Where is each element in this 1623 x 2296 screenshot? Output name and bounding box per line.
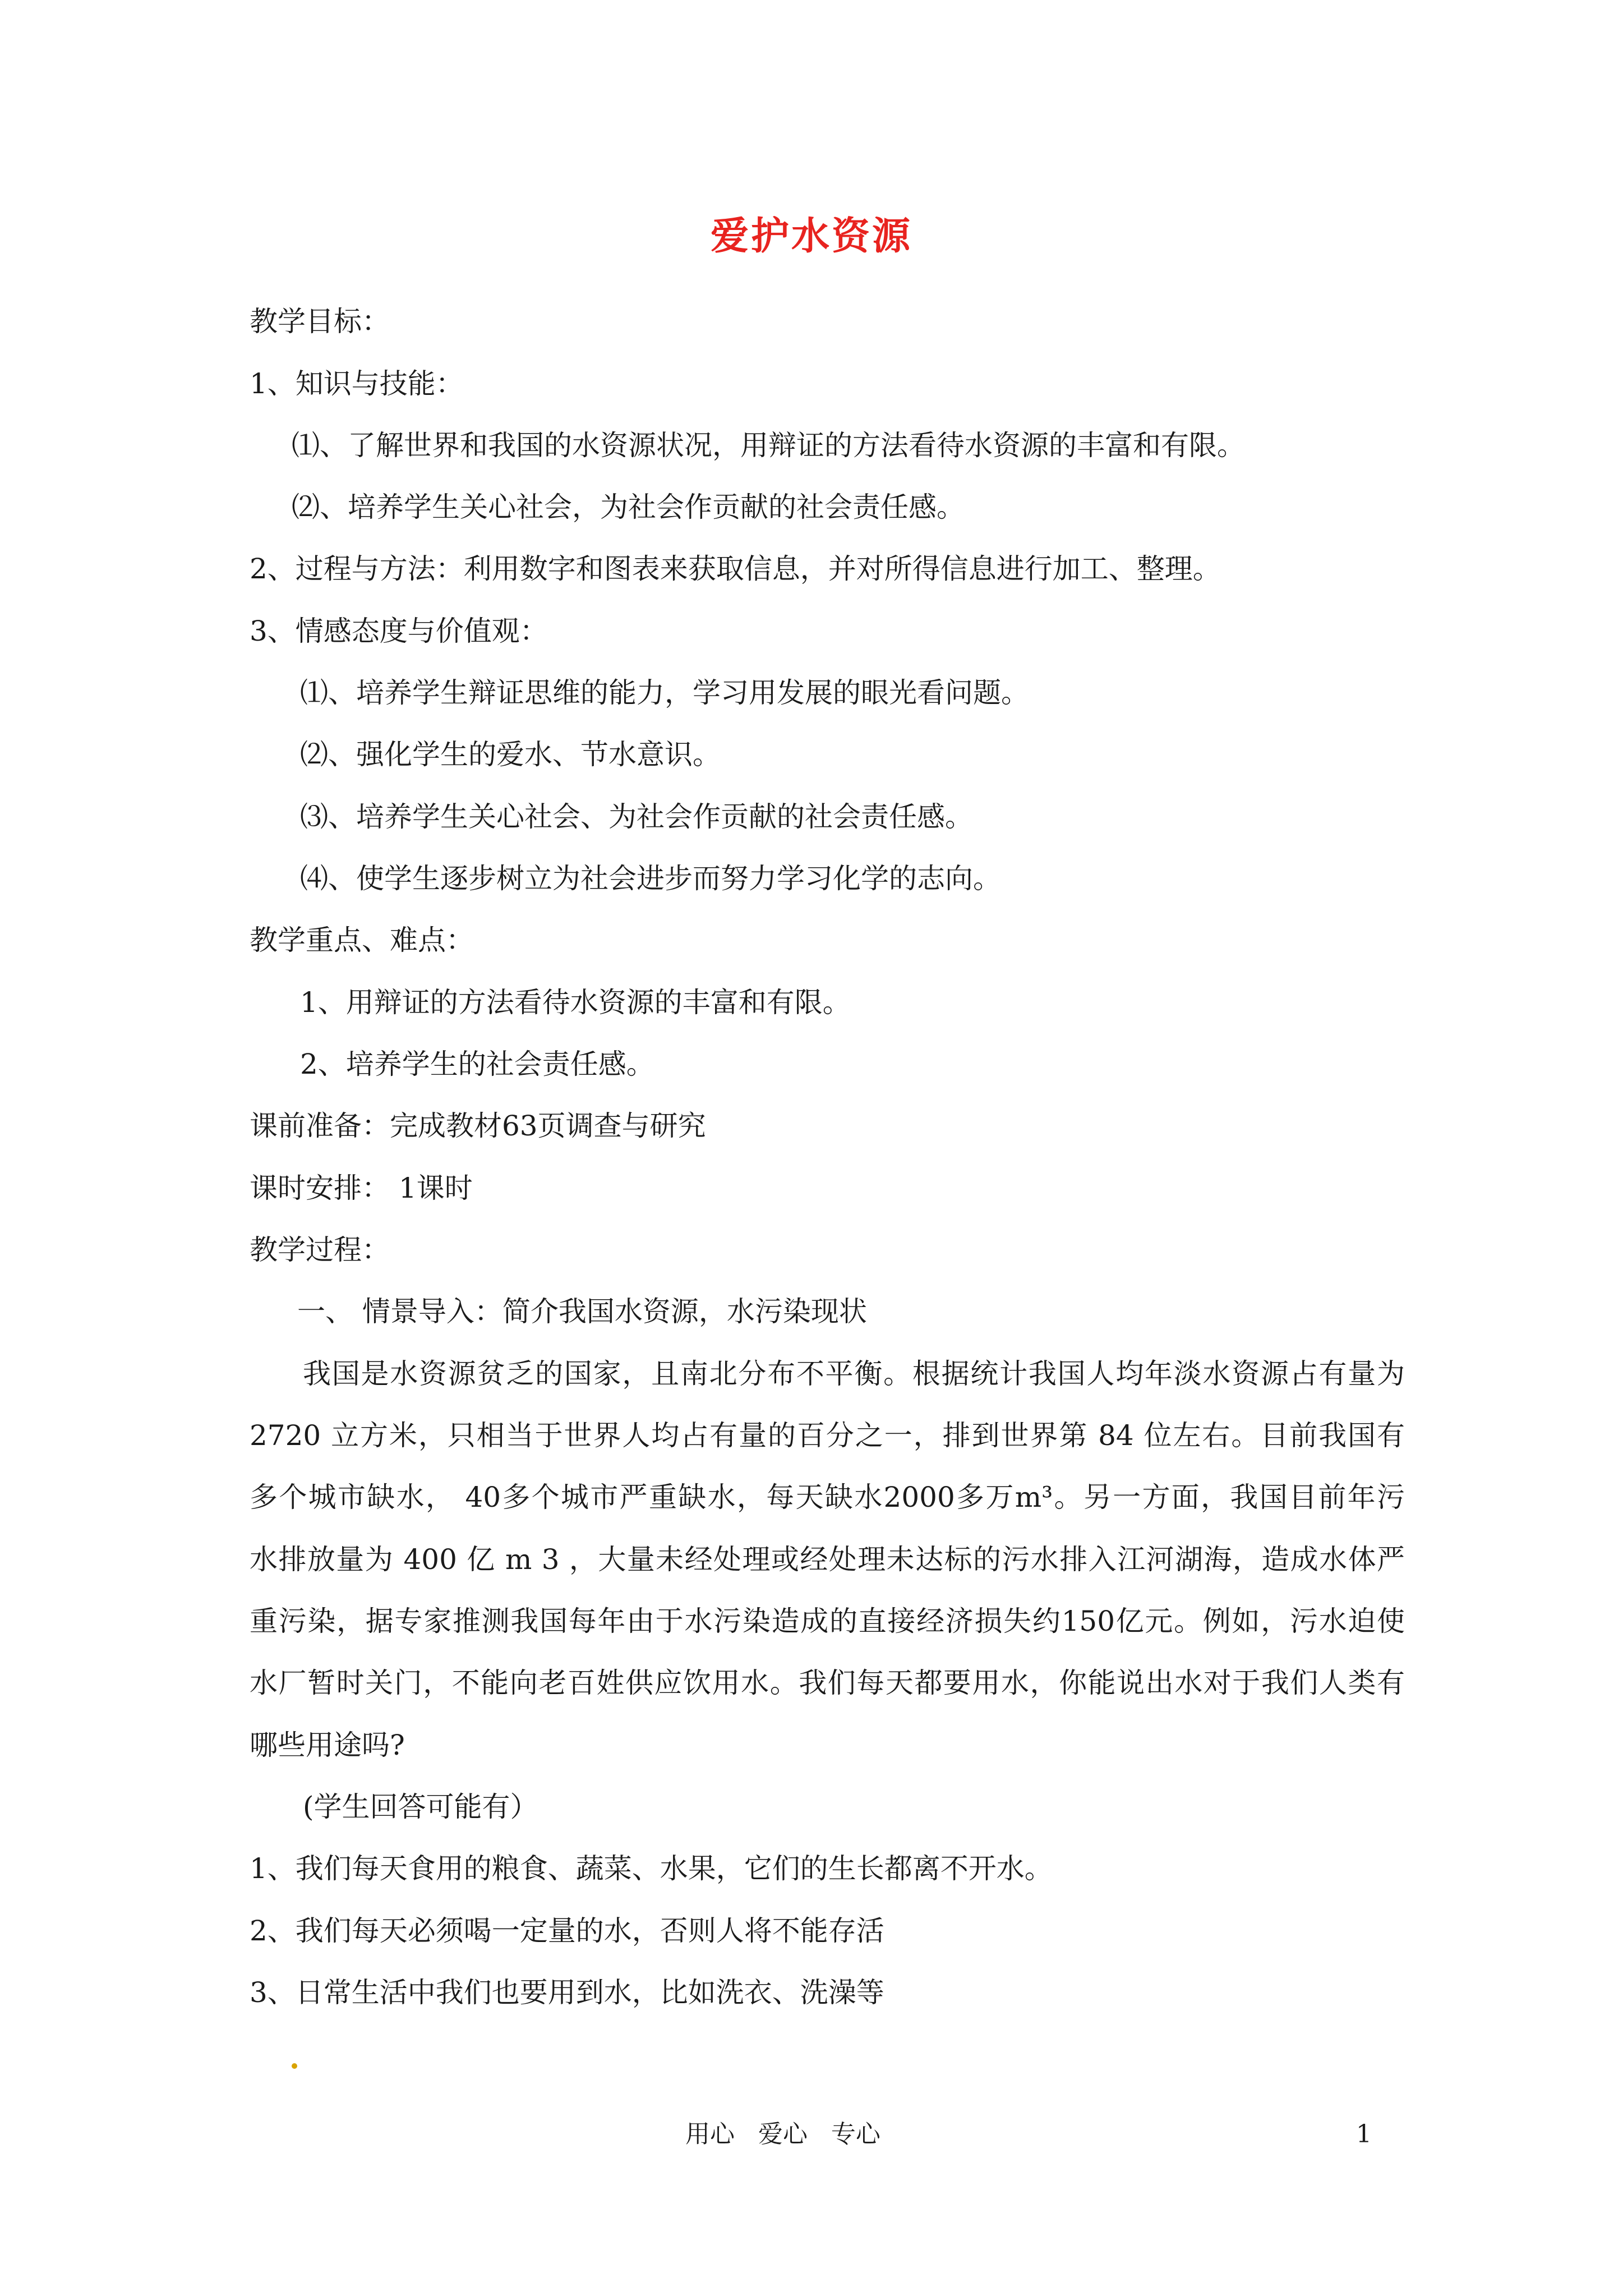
text-line: 哪些用途吗? bbox=[250, 1729, 405, 1761]
text-line: 一、 情景导入：简介我国水资源，水污染现状 bbox=[297, 1295, 867, 1328]
text-line: 教学过程： bbox=[250, 1234, 390, 1266]
text-line: 3、情感态度与价值观： bbox=[250, 615, 548, 647]
text-line: 我国是水资源贫乏的国家，且南北分布不平衡。根据统计我国人均年淡水资源占有量为 bbox=[303, 1358, 1405, 1390]
text-line: 2720 立方米，只相当于世界人均占有量的百分之一，排到世界第 84 位左右。目前我国有 bbox=[250, 1419, 1405, 1452]
text-line: 课时安排： 1课时 bbox=[250, 1172, 473, 1204]
text-line: 3、日常生活中我们也要用到水，比如洗衣、洗澡等 bbox=[250, 1976, 884, 2009]
text-line: 水厂暂时关门，不能向老百姓供应饮用水。我们每天都要用水，你能说出水对于我们人类有 bbox=[250, 1667, 1405, 1699]
text-line: ⑷、使学生逐步树立为社会进步而努力学习化学的志向。 bbox=[300, 862, 1001, 895]
text-line: ⑶、培养学生关心社会、为社会作贡献的社会责任感。 bbox=[300, 800, 973, 833]
text-line: 2、培养学生的社会责任感。 bbox=[300, 1048, 654, 1080]
text-line: 水排放量为 400 亿 m 3 ，大量未经处理或经处理未达标的污水排入江河湖海，造成水体严 bbox=[250, 1543, 1405, 1576]
ink-dot bbox=[292, 2063, 297, 2069]
page-number: 1 bbox=[1356, 2120, 1372, 2148]
text-line: 教学目标： bbox=[250, 305, 390, 338]
text-line: 多个城市缺水， 40多个城市严重缺水，每天缺水2000多万m³。另一方面，我国目前年污 bbox=[250, 1481, 1405, 1513]
page-footer: 用心 爱心 专心 bbox=[685, 2120, 880, 2148]
text-line: 2、我们每天必须喝一定量的水，否则人将不能存活 bbox=[250, 1915, 884, 1947]
text-line: ⑴、了解世界和我国的水资源状况，用辩证的方法看待水资源的丰富和有限。 bbox=[292, 429, 1245, 462]
page-title: 爱护水资源 bbox=[710, 214, 912, 259]
text-line: (学生回答可能有） bbox=[303, 1791, 538, 1823]
text-line: 1、知识与技能： bbox=[250, 367, 464, 400]
text-line: 教学重点、难点： bbox=[250, 924, 474, 956]
text-line: 2、过程与方法：利用数字和图表来获取信息，并对所得信息进行加工、整理。 bbox=[250, 553, 1221, 585]
text-line: ⑵、培养学生关心社会，为社会作贡献的社会责任感。 bbox=[292, 491, 965, 523]
text-line: ⑴、培养学生辩证思维的能力，学习用发展的眼光看问题。 bbox=[300, 677, 1029, 709]
text-line: 重污染，据专家推测我国每年由于水污染造成的直接经济损失约150亿元。例如，污水迫使 bbox=[250, 1605, 1405, 1637]
text-line: 课前准备：完成教材63页调查与研究 bbox=[250, 1110, 706, 1142]
text-line: ⑵、强化学生的爱水、节水意识。 bbox=[300, 738, 721, 771]
text-line: 1、用辩证的方法看待水资源的丰富和有限。 bbox=[300, 986, 851, 1019]
text-line: 1、我们每天食用的粮食、蔬菜、水果，它们的生长都离不开水。 bbox=[250, 1852, 1053, 1885]
